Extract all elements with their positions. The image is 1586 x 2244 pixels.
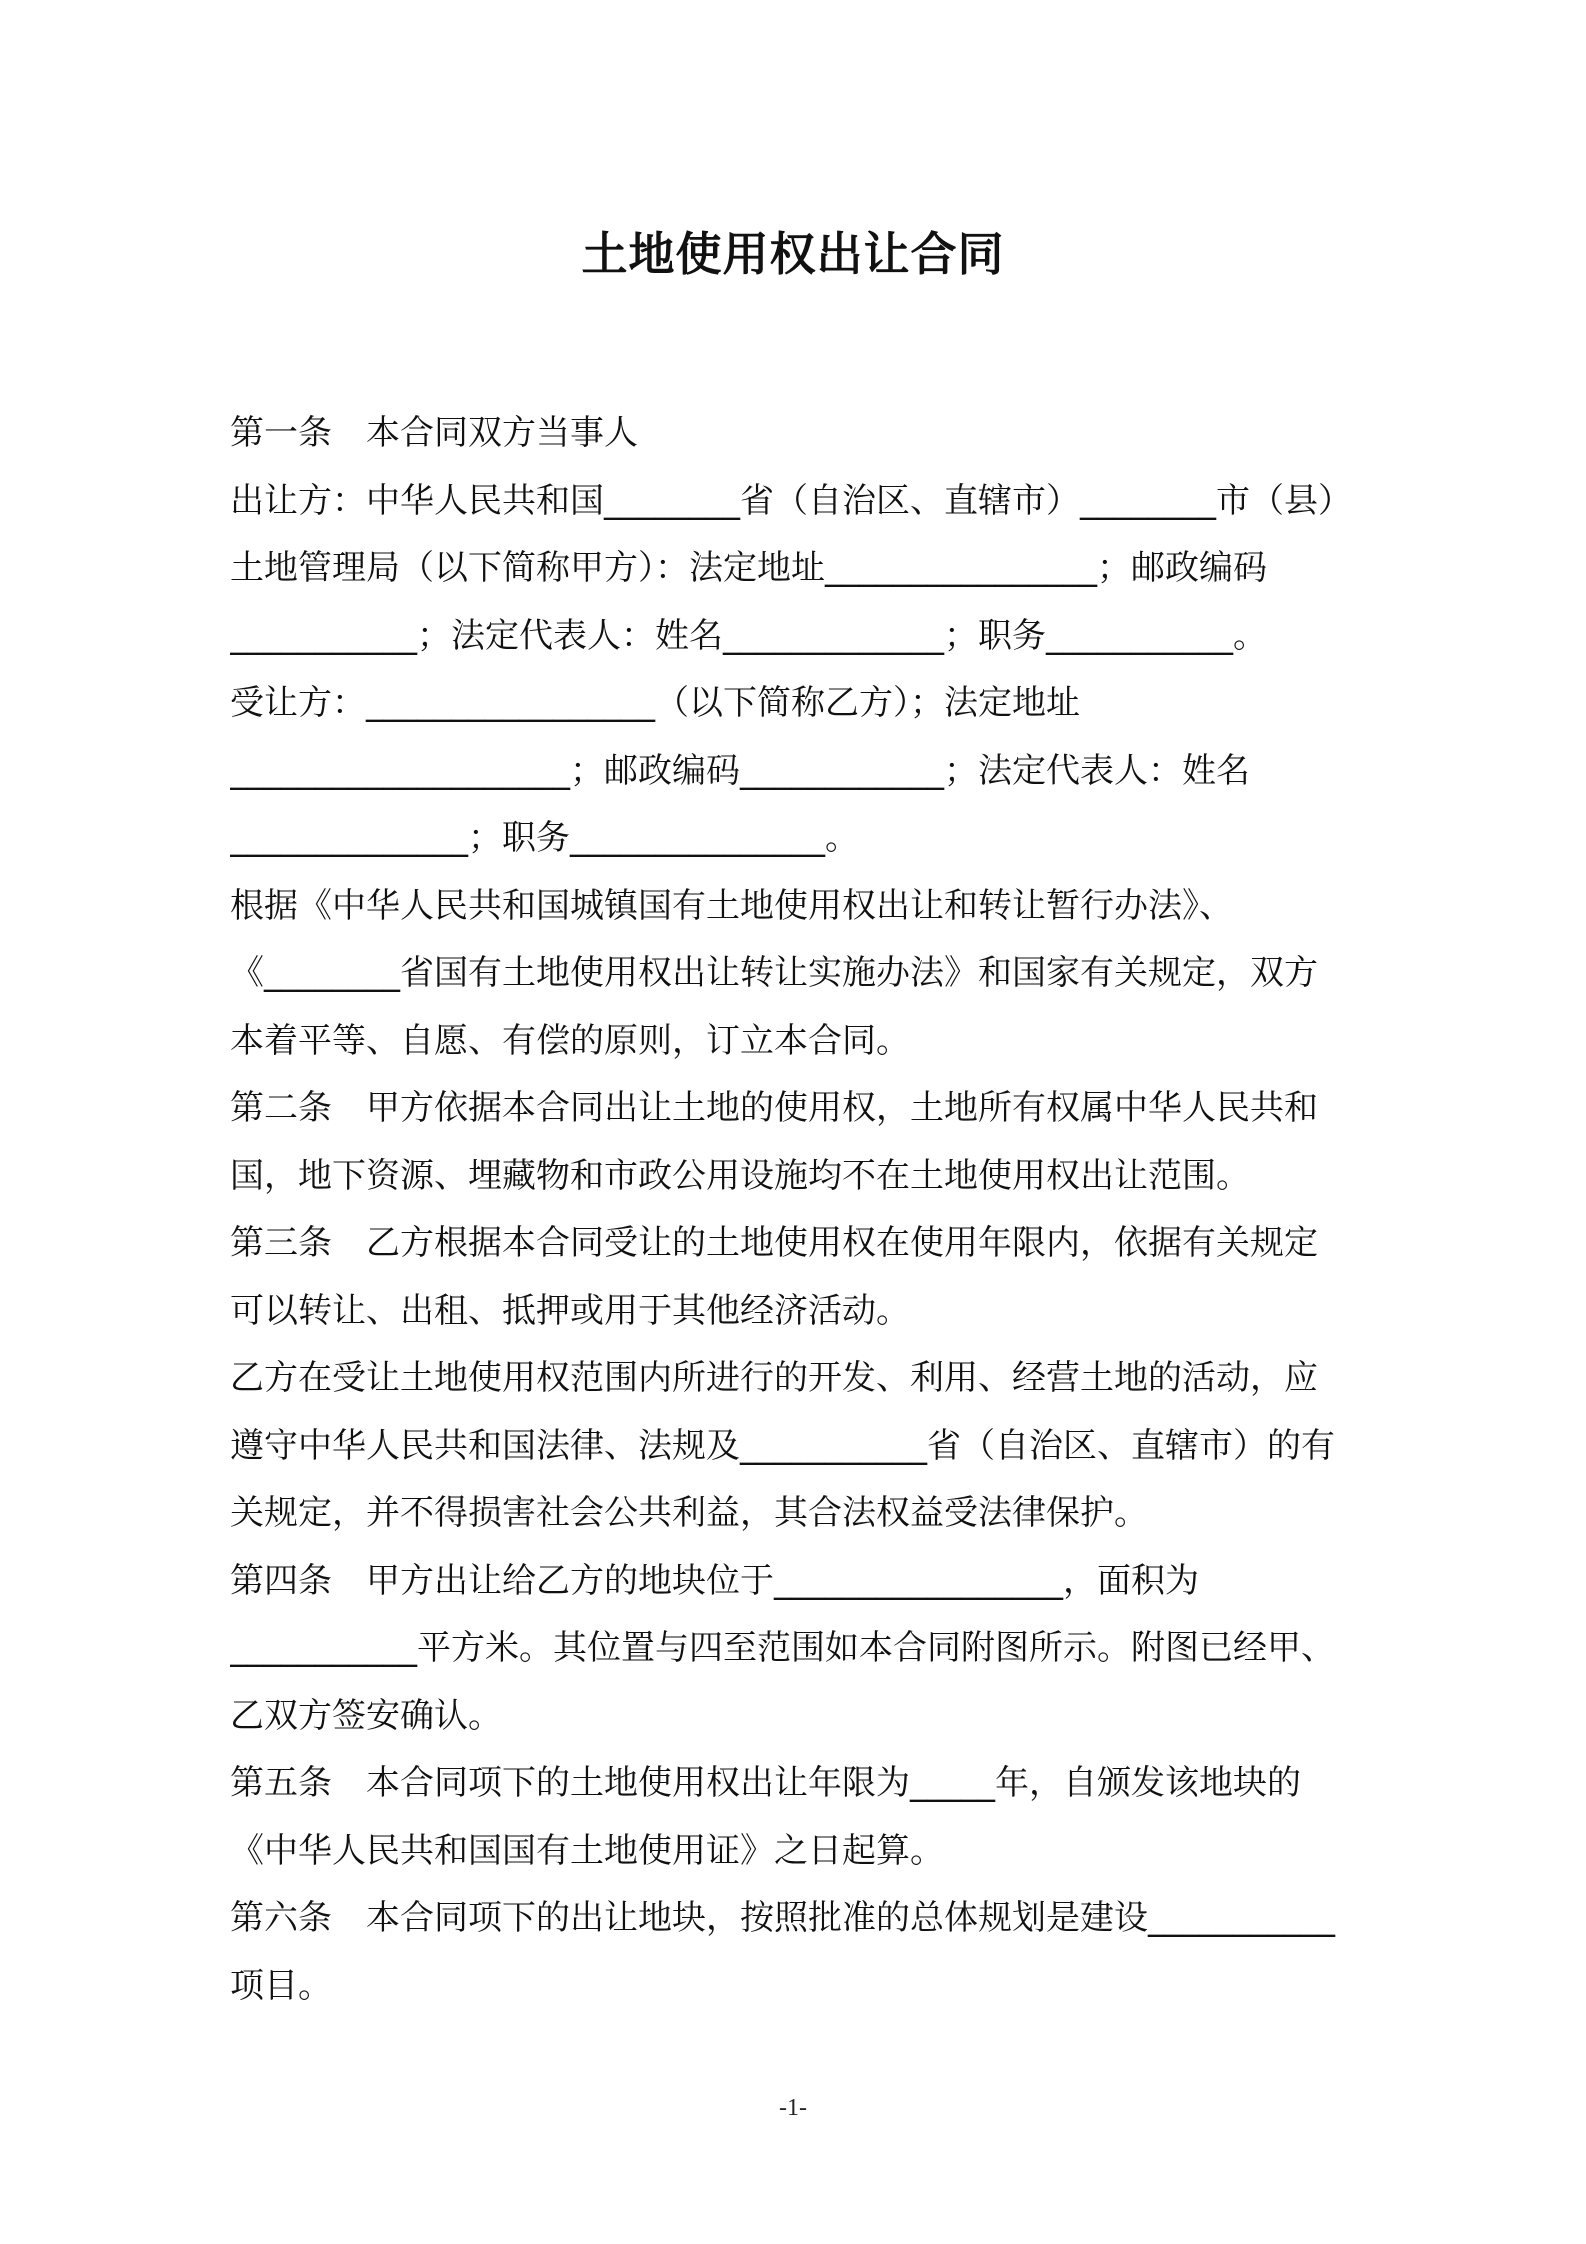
text-line: 第一条 本合同双方当事人 [230, 413, 638, 453]
text-line: 乙双方签安确认。 [230, 1695, 502, 1736]
text-line: ___________；法定代表人：姓名_____________；职务___________。 [230, 615, 1267, 656]
text-line: 《中华人民共和国国有土地使用证》之日起算。 [230, 1830, 944, 1871]
text-line: 关规定，并不得损害社会公共利益，其合法权益受法律保护。 [230, 1493, 1148, 1533]
text-line: ___________平方米。其位置与四至范围如本合同附图所示。附图已经甲、 [230, 1628, 1335, 1668]
text-line: 出让方：中华人民共和国________省（自治区、直辖市）________市（县） [230, 480, 1352, 521]
text-line: 第三条 乙方根据本合同受让的土地使用权在使用年限内，依据有关规定 [230, 1223, 1318, 1263]
text-line: 项目。 [230, 1965, 332, 2006]
text-line: 遵守中华人民共和国法律、法规及___________省（自治区、直辖市）的有 [230, 1425, 1335, 1466]
document-title: 土地使用权出让合同 [581, 227, 1005, 281]
text-line: 第五条 本合同项下的土地使用权出让年限为_____年，自颁发该地块的 [230, 1763, 1301, 1803]
document-body [230, 400, 1460, 2020]
text-line: 土地管理局（以下简称甲方）：法定地址________________；邮政编码 [230, 548, 1267, 588]
text-line: 第六条 本合同项下的出让地块，按照批准的总体规划是建设___________ [230, 1898, 1335, 1938]
text-line: 可以转让、出租、抵押或用于其他经济活动。 [230, 1290, 910, 1331]
text-line: ____________________；邮政编码____________；法定代表人：姓名 [230, 750, 1250, 791]
page-number: -1- [779, 2095, 807, 2121]
text-line: 乙方在受让土地使用权范围内所进行的开发、利用、经营土地的活动，应 [230, 1358, 1318, 1398]
text-line: 《________省国有土地使用权出让转让实施办法》和国家有关规定，双方 [230, 953, 1318, 993]
text-line: 第二条 甲方依据本合同出让土地的使用权，土地所有权属中华人民共和 [230, 1088, 1318, 1128]
text-line: 第四条 甲方出让给乙方的地块位于_________________，面积为 [230, 1560, 1199, 1601]
text-line: 国，地下资源、埋藏物和市政公用设施均不在土地使用权出让范围。 [230, 1155, 1250, 1196]
text-line: 本着平等、自愿、有偿的原则，订立本合同。 [230, 1020, 910, 1061]
text-line: 根据《中华人民共和国城镇国有土地使用权出让和转让暂行办法》、 [230, 885, 1233, 926]
text-line: ______________；职务_______________。 [230, 818, 859, 858]
text-line: 受让方：_________________（以下简称乙方）；法定地址 [230, 683, 1080, 723]
